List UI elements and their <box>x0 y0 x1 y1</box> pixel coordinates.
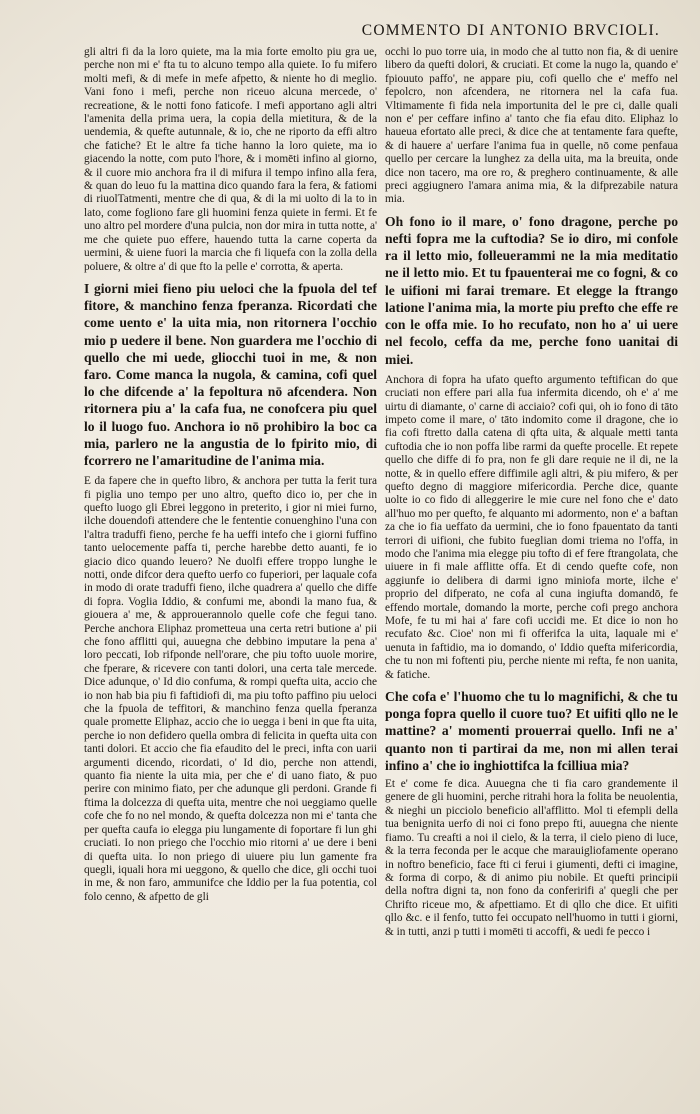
commentary-paragraph: gli altri fi da la loro quiete, ma la mia forte emolto piu gra ue, perche non mi e' fta tu to alcuno tempo alla quiete. Io fu mifero molti mefi, & di mefe in mefe afpetto, & niente ho di meglio. Vani fono i mefi, perche non riceuo alcuna mercede, o' recreatione, & le notti fono faticofe. I mefi apportano agli altri l'amenita della prima uera, la copia della mietitura, & de la uendemia, & quefte autunnale, & io, che ne riporto da effi altro che fatiche? Et le altre fa tiche hanno la loro quiete, ma io giacendo la notte, com puto l'hore, & i momēti infino al giorno, & il cuore mio anchora fra il di mifura il tempo infino alla fera, & quan do leuo fu la mattina dico quando fara la fera, & fatiomi di riuolTatmenti, mentre che di qua, & di la mi uolto di la to in lato, come fogliono fare gli huomini fenza quiete in fermi. Et fe uno altro pel mordere d'una pulcia, non dor mira in tutta notte, a' me che quiete puo effere, hauendo tutta la carne coperta da uermini, & uiene fuori la marcia che fi liquefa con la zolla della poluere, & oltre a' di que fto la pelle e' corrotta, & aperta. <box>84 46 377 273</box>
commentary-paragraph: occhi lo puo torre uia, in modo che al tutto non fia, & di uenire libero da quefti dolori, & cruciati. Et come la nugo la, quando e' fpiouuto paffo', ne appare piu, cofi quello che e' meffo nel fepolcro, non afcendera, ne ritornera nel la cafa fua. Vltimamente fi fida nela importunita del le pre ci, dalle quali non e' per ceffare infino a' tanto che fia efau dito. Eliphaz lo haueua efortato alle preci, & dice che at tentamente fara quefte, & di hauere a' uerfare l'anima fua in quelle, nō come penfaua quello per cercare la lunghez za della uita, ma la breuita, onde dice non tacero, ma ore ro, & preghero continuamente, & alle preci aggiugnero l'amara anima mia, & la difprezabile natura mia. <box>385 46 678 206</box>
commentary-paragraph: E da fapere che in quefto libro, & anchora per tutta la ferit tura fi piglia uno tempo per uno altro, quefto dico io, per che in quefto luogo gli Ebrei leggono in preterito, i gior ni miei furno, ilche douendofi attendere che le fententie conuenghino l'una con l'altra traduffi fieno, perche fe ha ueffi intefo che i giorni fuffino tanto uelocemente paffa ti, perche harebbe detto auanti, fe io giacio dico quando leuero? Ne duolfi effere troppo lunghe le notti, onde difcor dera quefto uerfo co fuperiori, per laquale cofa in modo di orate traduffi fieno, ilche quadrera a' quello che diffe di fopra. Voglia Iddio, & confumi me, abondi la mano fua, & giouera a' me, & approuerannolo quelle cofe che fegui tano. Perche anchora Eliphaz prometteua una certa retri butione a' pii che fono afflitti qui, auuegna che debbino imputare la pena a' loro peccati, Iob rifponde nell'orare, che piu tofto uuole morire, che fperare, & ricevere con tanti dolori, una certa tale mercede. Dice adunque, o' Id dio confuma, & rompi quefta uita, accio che io non hab bia piu fi faftidiofi di, ma piu tofto paffino piu ueloci che la fpuola de teffitori, & manchino fenza quella fperanza quale promette Eliphaz, accio che io uegga i beni in que fta uita, perche io non defidero quella ombra di felicita in quefta uita con tanti dolori. Et accio che fia efaudito del le preci, infta con uarii argumenti dicendo, ricordati, o' Id dio, perche non attendi, quanto fia niente la uita mia, per che e' di uano fiato, & puo perire con minimo fiato, per che adunque gli perdoni. Grande fi ftima la dolcezza di quefta uita, mentre che noi ueggiamo quelle cofe che fo no nel mondo, & quefta dolcezza non mi e' tanta che per quefta caufa io elegga piu lungamente di foportare fi lun ghi cruciati. Io non priego che l'occhio mio ritorni a' ue dere i beni di quefta uita. Io non priego di uiuere piu lun gamente fra quegli, iquali hora mi ueggono, & quello che dice, gli occhi tuoi in me, & non faro, ammunifce che Iddio per la fua potentia, col folo cenno, & afpetto de gli <box>84 475 377 903</box>
scripture-paragraph: Che cofa e' l'huomo che tu lo magnifichi, & che tu ponga fopra quello il cuore tuo? Et uifiti qllo ne le mattine? a' momenti prouerrai quello. Infi ne a' quanto non ti partirai da me, non mi allen terai infino a' che io inghiottifca la fcilliua mia? <box>385 689 678 773</box>
text-columns <box>84 46 678 939</box>
scripture-paragraph: Oh fono io il mare, o' fono dragone, perche po nefti fopra me la cuftodia? Se io diro, mi confole ra il letto mio, folleuerammi ne la mia meditatio ne il letto mio. Et tu fpauenterai me co fogni, & co le uifioni mi farai tremare. Et elegge la ftrango latione l'anima mia, la morte piu prefto che effe re con le offa mie. Io ho recufato, non ho a' ui uere nel fecolo, ceffa da me, perche fono uanitai di miei. <box>385 213 678 367</box>
right-column <box>385 46 678 939</box>
commentary-paragraph: Et e' come fe dica. Auuegna che ti fia caro grandemente il genere de gli huomini, perche ritrahi hora la folita be neuolentia, & nieghi un picciolo beneficio all'afflitto. Mol ti efempli della tua benignita uerfo di noi ci fono prepo fti, auuegna che niente fiamo. Tu creafti a noi il cielo, & la terra, il cielo pieno di luce, & la terra feconda per le acque che marauigliofamente operano in noftro beneficio, face fti ci ferui i giumenti, defti ci imagine, & forma di corpo, & di animo piu nobile. Et quefti principii della noftra digni ta, non fono da conferirifi a' quegli che per Chrifto riceue mo, & afpettiamo. Et di qllo che dice. Et uifiti qllo &c. e il fenfo, tutto fei occupato nell'huomo in tutti i giorni, & in tutti, anzi p tutti i momēti ti accoffi, & uedi fe pecco i <box>385 778 678 938</box>
running-head: COMMENTO DI ANTONIO BRVCIOLI. <box>361 22 660 39</box>
left-column <box>84 46 377 939</box>
commentary-paragraph: Anchora di fopra ha ufato quefto argumento teftifican do que cruciati non effere pari alla fua infermita dicendo, oh e' a' me uirtu di diamante, o' carne di acciaio? cofi qui, oh io fono di tāto impeto come il mare, o' tāto indomito come il dragone, che io fia cofi ftretto dalla catena di qfta uita, & alquale metti tanta cuftodia che io non poffa libe rarmi da quefte procelle. Et repete quello che diffe di fo pra, non fe gli dare requie ne il di, ne la notte, & in quello effere diffimile agli altri, & piu mifero, & per quefto degno di maggiore mifericordia. Perche dice, quante uolte io co fido di alleggerire le mie cure nel fono che e' dato all'huo mo per quefto, fe alquanto mi adormento, non e' a baftan za che io fia ueffato da uermini, che io fono fpauentato da tanti terrori di uifioni, che fubito fueglian domi triema no l'offa, in modo che l'anima mia elegge piu tofto di ef fere ftrangolata, che uiuere in fi male afflitte offa. Et di cendo quefte cofe, non aggiunfe io delibera di darmi igno miniofa morte, ilche e' proprio del difperato, ne cofa al cuna ingiufta domandō, fe effendo mortale, domando la morte, perche cofi prego anchora Mofe, fe tu mi hai a' fare cofi uccidi me. Et dice io non ho recufato &c. Cioe' non mi fi offerifca la uita, laquale mi e' uenuta in faftidio, ma io domando, o' Iddio quefta mifericordia, che tu non mi foftenti piu, perche niente mi refta, fe non uanita, & fatiche. <box>385 373 678 681</box>
scripture-paragraph: I giorni miei fieno piu ueloci che la fpuola del tef fitore, & manchino fenza fperanza. Ricordati che come uento e' la uita mia, non ritornera l'occhio mio p uedere il bene. Non guardera me l'occhio di quello che mi uede, gliocchi tuoi in me, & non faro. Come manca la nugola, & camina, cofi quel lo che difcende a' la fepoltura nō afcendera. Non ritornera piu a' la cafa fua, ne conofcera piu quel lo il luogo fuo. Anchora io nō prohibiro la boc ca mia, parlero ne la angustia de lo fpirito mio, di fcorrero ne l'amaritudine de l'anima mia. <box>84 280 377 468</box>
